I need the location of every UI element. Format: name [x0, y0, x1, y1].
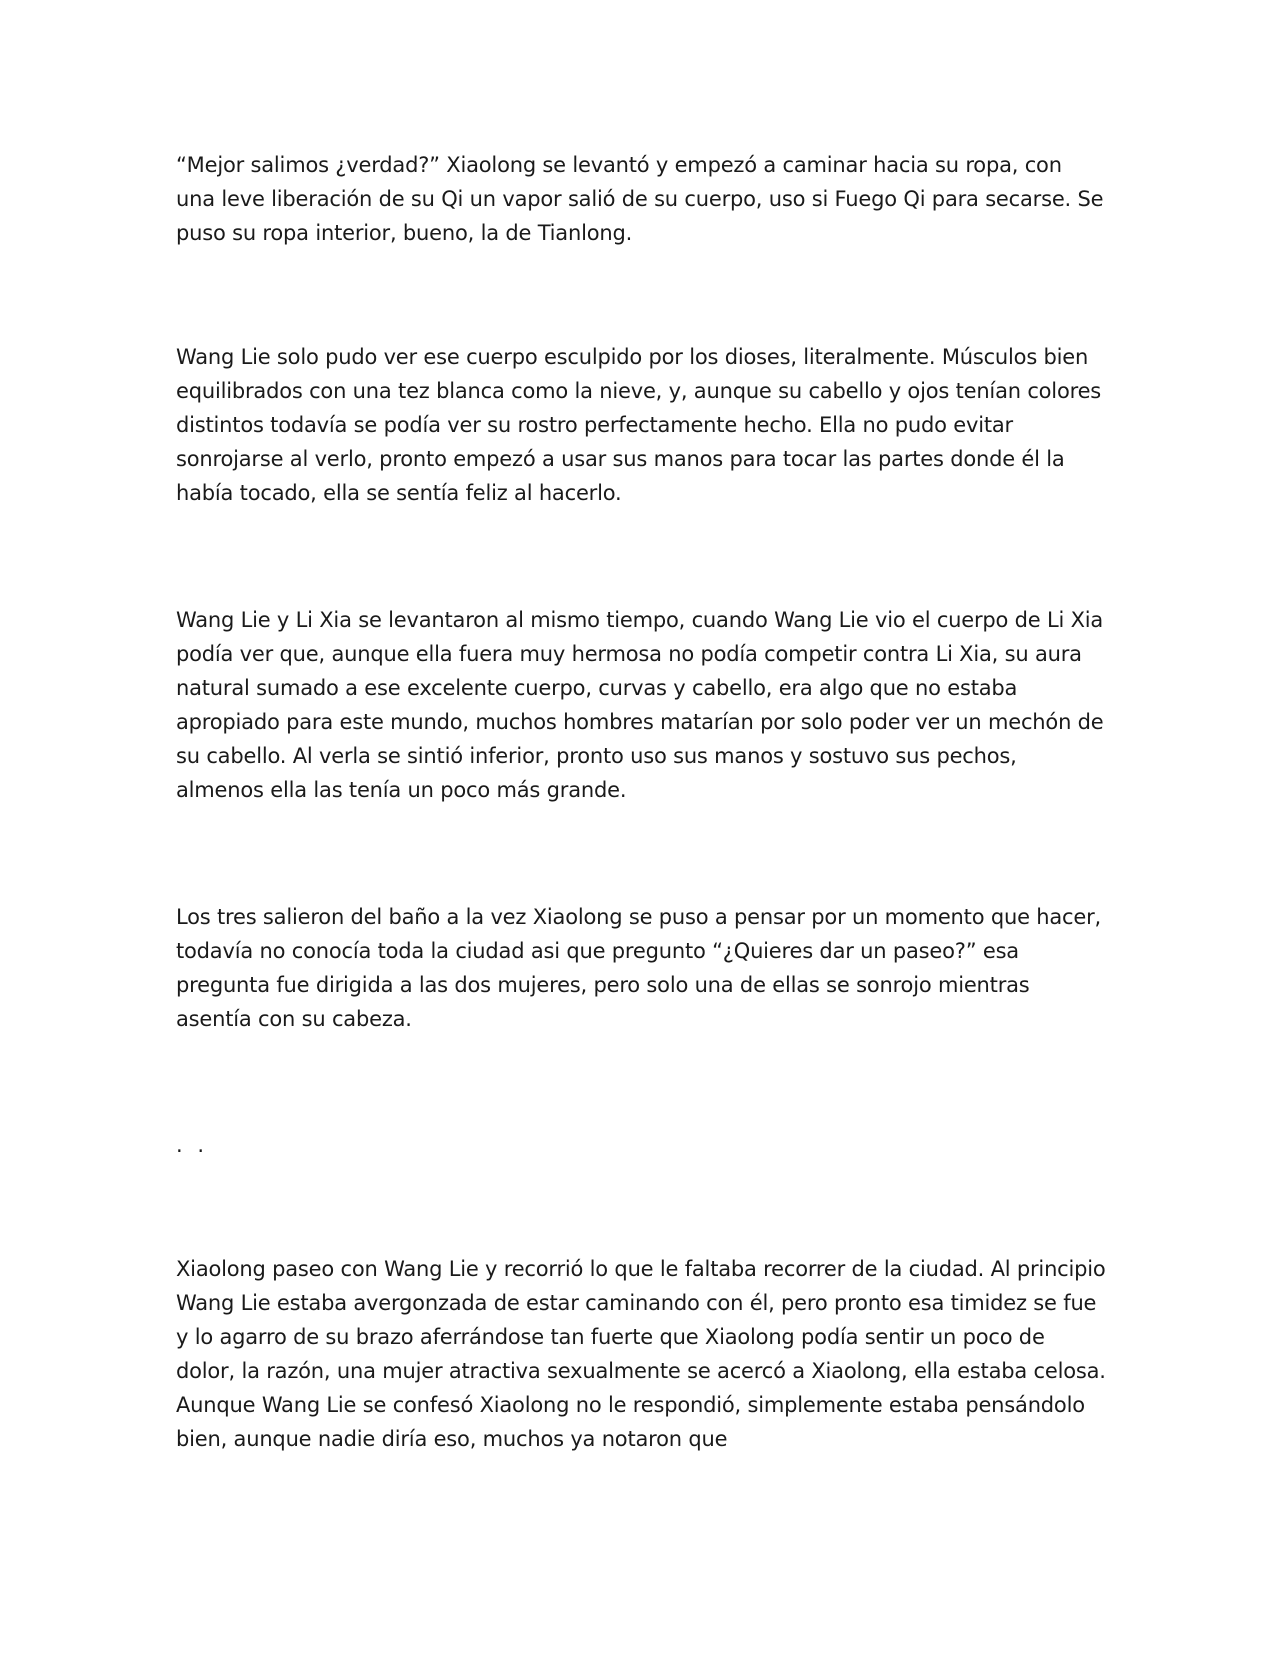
paragraph-1: “Mejor salimos ¿verdad?” Xiaolong se levantó y empezó a caminar hacia su ropa, con una leve liberación de su Qi un vapor salió de su cuerpo, uso si Fuego Qi para secarse. Se puso su ropa interior, bueno, la de Tianlong.	[176, 153, 1104, 245]
paragraph-3: Wang Lie y Li Xia se levantaron al mismo tiempo, cuando Wang Lie vio el cuerpo de Li Xia podía ver que, aunque ella fuera muy hermosa no podía competir contra Li Xia, su aura natural sumado a ese excelente cuerpo, curvas y cabello, era algo que no estaba apropiado para este mundo, muchos hombres matarían por solo poder ver un mechón de su cabello. Al verla se sintió inferior, pronto uso sus manos y sostuvo sus pechos, almenos ella las tenía un poco más grande.	[176, 608, 1104, 802]
paragraph-5: Xiaolong paseo con Wang Lie y recorrió lo que le faltaba recorrer de la ciudad. Al principio Wang Lie estaba avergonzada de estar caminando con él, pero pronto esa timidez se fue y lo agarro de su brazo aferrándose tan fuerte que Xiaolong podía sentir un poco de dolor, la razón, una mujer atractiva sexualmente se acercó a Xiaolong, ella estaba celosa. Aunque Wang Lie se confesó Xiaolong no le respondió, simplemente estaba pensándolo bien, aunque nadie diría eso, muchos ya notaron que	[176, 1257, 1106, 1451]
paragraph-2: Wang Lie solo pudo ver ese cuerpo esculpido por los dioses, literalmente. Músculos bien equilibrados con una tez blanca como la nieve, y, aunque su cabello y ojos tenían colores distintos todavía se podía ver su rostro perfectamente hecho. Ella no pudo evitar sonrojarse al verlo, pronto empezó a usar sus manos para tocar las partes donde él la había tocado, ella se sentía feliz al hacerlo.	[176, 345, 1102, 505]
paragraph-4: Los tres salieron del baño a la vez Xiaolong se puso a pensar por un momento que hacer, todavía no conocía toda la ciudad asi que pregunto “¿Quieres dar un paseo?” esa pregunta fue dirigida a las dos mujeres, pero solo una de ellas se sonrojo mientras asentía con su cabeza.	[176, 905, 1102, 1031]
section-separator: . .	[176, 1133, 209, 1157]
